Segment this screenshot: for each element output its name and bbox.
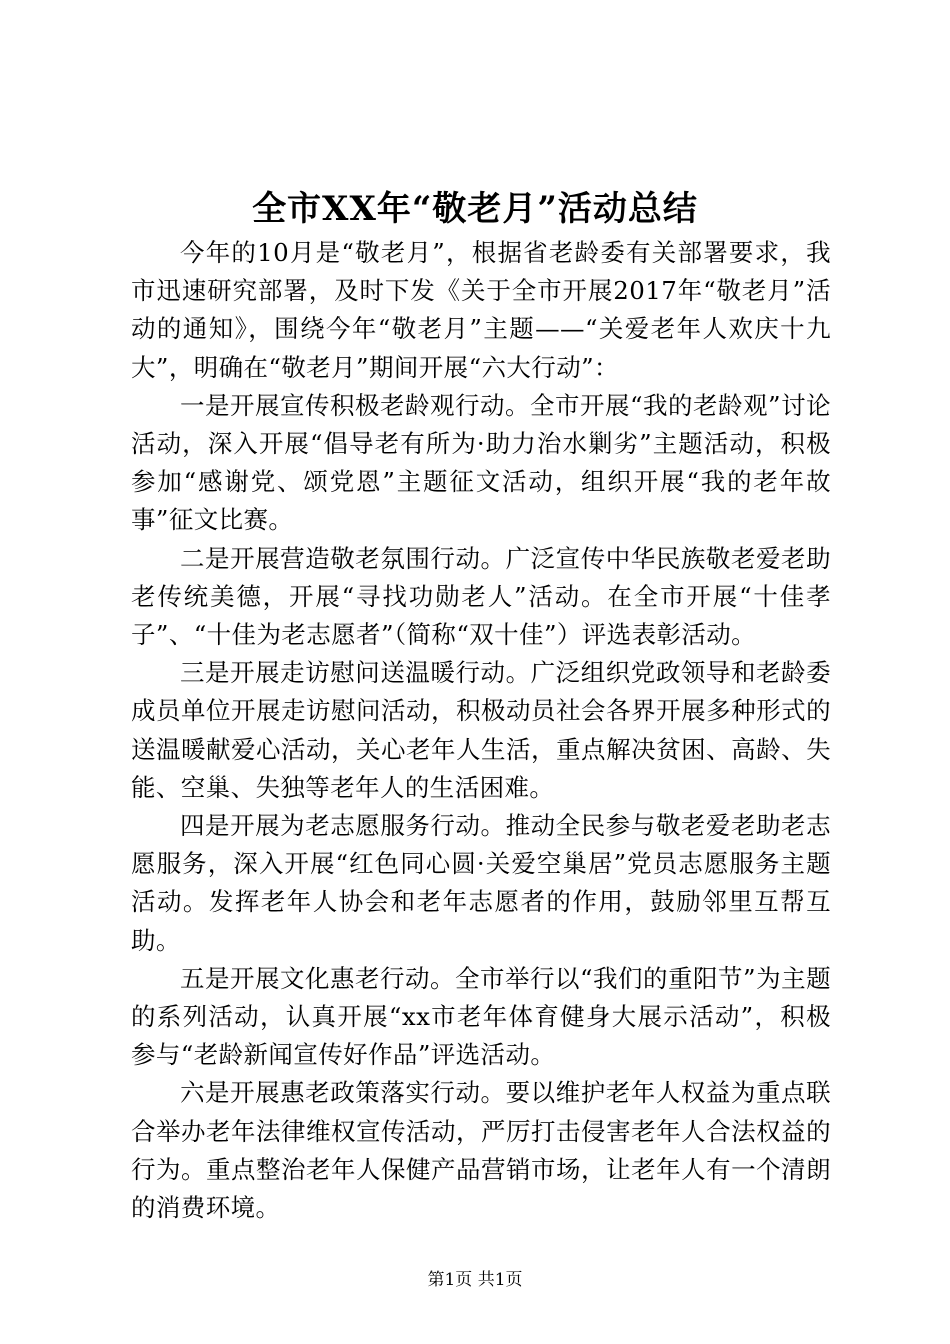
paragraph-intro: 今年的10月是“敬老月”，根据省老龄委有关部署要求，我市迅速研究部署，及时下发《关于全市开展2017年“敬老月”活动的通知》，围绕今年“敬老月”主题——“关爱老年人欢庆十九大”，明确在“敬老月”期间开展“六大行动”：	[131, 238, 831, 382]
paragraph-action-6: 六是开展惠老政策落实行动。要以维护老年人权益为重点联合举办老年法律维权宣传活动，严厉打击侵害老年人合法权益的行为。重点整治老年人保健产品营销市场，让老年人有一个清朗的消费环境。	[131, 1078, 831, 1223]
paragraph-action-1: 一是开展宣传积极老龄观行动。全市开展“我的老龄观”讨论活动，深入开展“倡导老有所为·助力治水剿劣”主题活动，积极参加“感谢党、颂党恩”主题征文活动，组织开展“我的老年故事”征文比赛。	[131, 390, 831, 535]
paragraph-action-2: 二是开展营造敬老氛围行动。广泛宣传中华民族敬老爱老助老传统美德，开展“寻找功勋老人”活动。在全市开展“十佳孝子”、“十佳为老志愿者”（简称“双十佳”）评选表彰活动。	[131, 543, 831, 650]
document-body	[131, 234, 831, 1227]
paragraph-action-3: 三是开展走访慰问送温暖行动。广泛组织党政领导和老龄委成员单位开展走访慰问活动，积极动员社会各界开展多种形式的送温暖献爱心活动，关心老年人生活，重点解决贫困、高龄、失能、空巢、失独等老年人的生活困难。	[131, 658, 831, 802]
page-number-footer: 第1页 共1页	[427, 1270, 523, 1290]
paragraph-action-5: 五是开展文化惠老行动。全市举行以“我们的重阳节”为主题的系列活动，认真开展“xx市老年体育健身大展示活动”，积极参与“老龄新闻宣传好作品”评选活动。	[131, 963, 831, 1070]
paragraph-action-4: 四是开展为老志愿服务行动。推动全民参与敬老爱老助老志愿服务，深入开展“红色同心圆·关爱空巢居”党员志愿服务主题活动。发挥老年人协会和老年志愿者的作用，鼓励邻里互帮互助。	[131, 811, 831, 955]
document-title: 全市XX年“敬老月”活动总结	[252, 189, 698, 229]
